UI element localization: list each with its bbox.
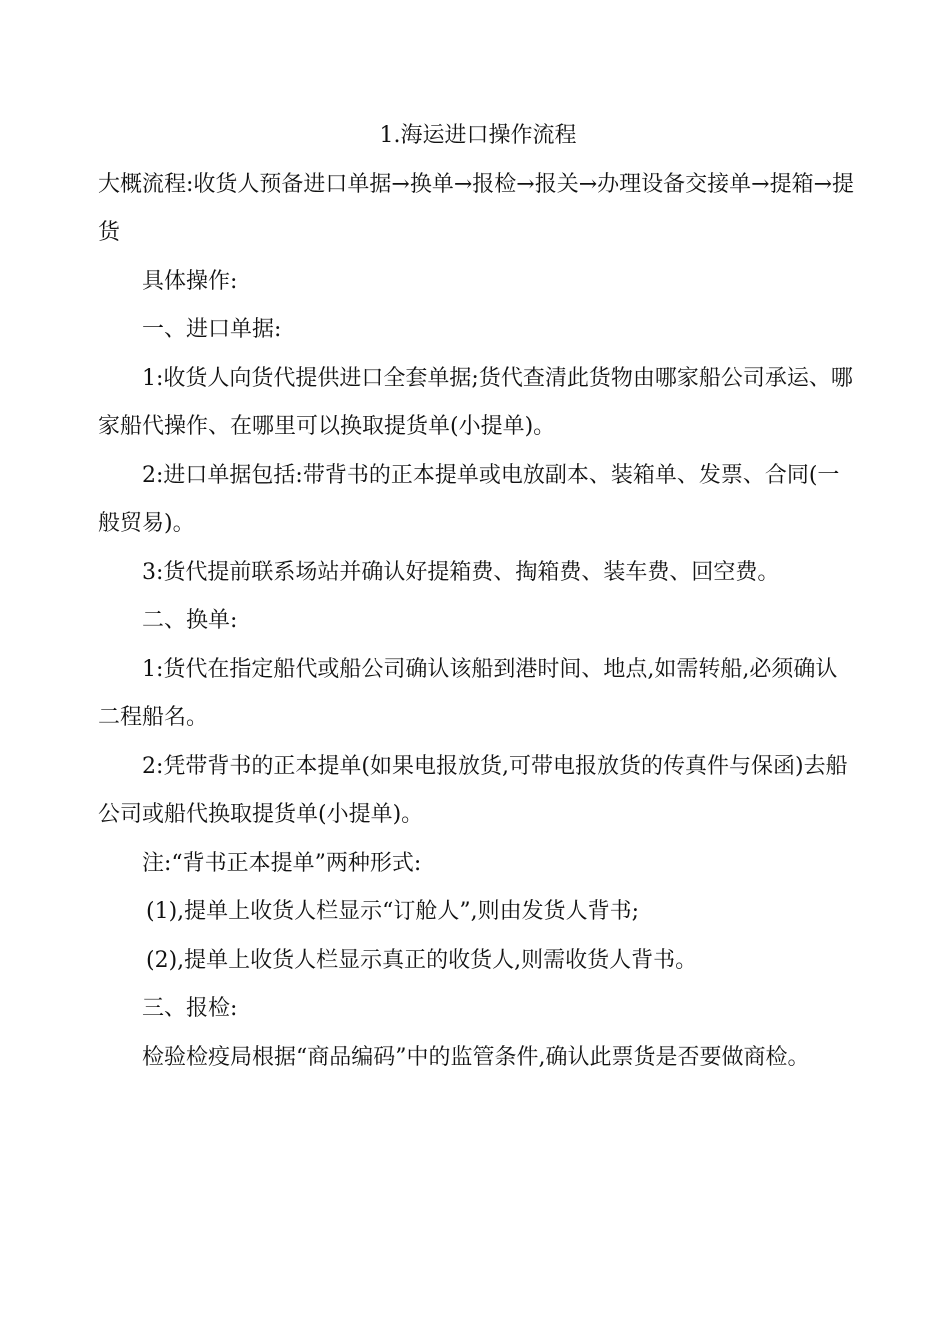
document-title: 1.海运进口操作流程 [379,123,577,148]
exchange-note-item-1: (1),提单上收货人栏显示“订舱人”,则由发货人背书; [146,899,640,924]
section-heading-documents: 一、进口单据: [142,317,282,342]
document-body [98,112,858,1082]
exchange-item-2: 2:凭带背书的正本提单(如果电报放货,可带电报放货的传真件与保函)去船公司或船代换取提货单(小提单)。 [98,753,848,827]
exchange-note-item-2: (2),提单上收货人栏显示真正的收货人,则需收货人背书。 [146,947,698,973]
documents-item-3: 3:货代提前联系场站并确认好提箱费、掏箱费、装车费、回空费。 [142,559,780,585]
documents-item-2: 2:进口单据包括:带背书的正本提单或电放副本、装箱单、发票、合同(一般贸易)。 [98,462,840,536]
section-heading-exchange: 二、换单: [142,608,238,633]
process-overview: 大概流程:收货人预备进口单据→换单→报检→报关→办理设备交接单→提箱→提货 [98,171,855,245]
documents-item-1: 1:收货人向货代提供进口全套单据;货代查清此货物由哪家船公司承运、哪家船代操作、在哪里可以换取提货单(小提单)。 [98,365,853,439]
section-heading-inspection: 三、报检: [142,996,238,1021]
exchange-item-1: 1:货代在指定船代或船公司确认该船到港时间、地点,如需转船,必须确认二程船名。 [98,656,838,730]
details-heading: 具体操作: [142,268,238,294]
inspection-text: 检验检疫局根据“商品编码”中的监管条件,确认此票货是否要做商检。 [142,1044,810,1070]
exchange-note: 注:“背书正本提单”两种形式: [142,850,422,876]
